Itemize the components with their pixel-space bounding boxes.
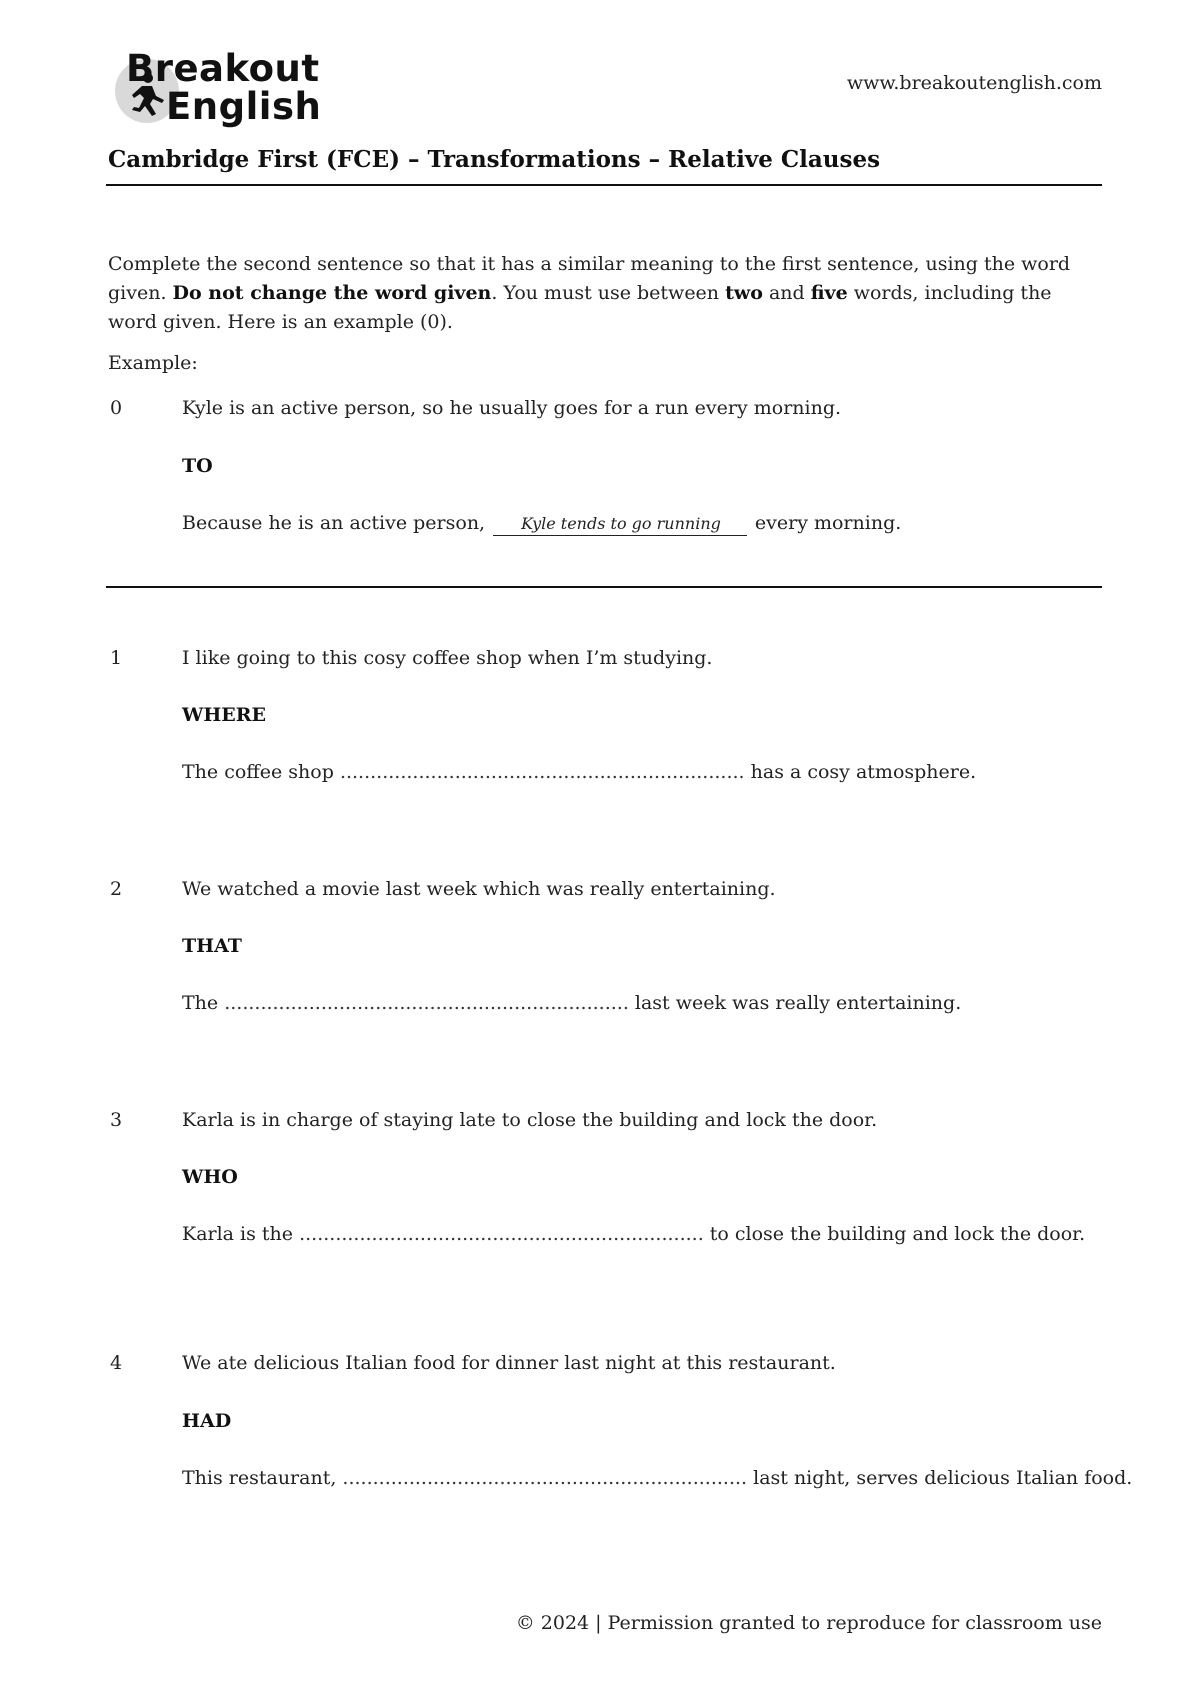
answer-after: to close the building and lock the door. xyxy=(703,1223,1086,1245)
title-divider xyxy=(106,184,1102,186)
question-keyword: WHERE xyxy=(182,704,267,726)
answer-gap[interactable]: ................................................................... xyxy=(299,1223,704,1245)
answer-gap[interactable]: ................................................................... xyxy=(339,761,745,783)
instructions-text-2: . You must use between xyxy=(491,282,726,304)
question-answer-line xyxy=(182,1467,1132,1489)
answer-after: last week was really entertaining. xyxy=(628,992,962,1014)
example-number: 0 xyxy=(110,397,123,419)
logo-line-2: English xyxy=(166,85,322,128)
instructions-bold-2: two xyxy=(725,282,763,304)
example-keyword: TO xyxy=(182,455,213,477)
answer-before: The xyxy=(182,992,225,1014)
question-sentence: Karla is in charge of staying late to close the building and lock the door. xyxy=(182,1109,878,1131)
question-number: 3 xyxy=(110,1109,123,1131)
question-sentence: We ate delicious Italian food for dinner last night at this restaurant. xyxy=(182,1352,836,1374)
question-sentence: We watched a movie last week which was really entertaining. xyxy=(182,878,776,900)
question-answer-line xyxy=(182,992,961,1014)
question-keyword: HAD xyxy=(182,1410,232,1432)
question-keyword: WHO xyxy=(182,1166,238,1188)
example-sentence: Kyle is an active person, so he usually goes for a run every morning. xyxy=(182,397,842,419)
question-answer-line xyxy=(182,761,976,783)
answer-after: last night, serves delicious Italian food. xyxy=(747,1467,1133,1489)
example-answer-line xyxy=(182,512,901,536)
question-sentence: I like going to this cosy coffee shop when I’m studying. xyxy=(182,647,713,669)
example-after: every morning. xyxy=(748,512,902,534)
question-number: 2 xyxy=(110,878,123,900)
answer-before: The coffee shop xyxy=(182,761,340,783)
instructions xyxy=(108,250,1104,337)
question-number: 4 xyxy=(110,1352,123,1374)
instructions-bold-3: five xyxy=(810,282,848,304)
question-keyword: THAT xyxy=(182,935,242,957)
answer-gap[interactable]: ................................................................... xyxy=(342,1467,748,1489)
answer-gap[interactable]: ................................................................... xyxy=(224,992,629,1014)
logo-line-1: Breakout xyxy=(126,47,320,90)
example-label: Example: xyxy=(108,352,198,374)
site-url[interactable]: www.breakoutenglish.com xyxy=(846,72,1102,94)
example-before: Because he is an active person, xyxy=(182,512,492,534)
copyright-footer: © 2024 | Permission granted to reproduce for classroom use xyxy=(515,1612,1102,1634)
example-divider xyxy=(106,586,1102,588)
instructions-bold-1: Do not change the word given xyxy=(172,282,492,304)
instructions-text-1: Complete the second sentence so that it has a similar meaning to the first sentence, using the word given. xyxy=(108,253,1071,304)
breakout-english-logo xyxy=(112,47,352,134)
question-number: 1 xyxy=(110,647,123,669)
instructions-text-4: words, including the word given. Here is an example (0). xyxy=(108,282,1052,333)
page-title: Cambridge First (FCE) – Transformations – Relative Clauses xyxy=(108,146,881,173)
question-answer-line xyxy=(182,1223,1085,1245)
example-answer: Kyle tends to go running xyxy=(493,514,747,536)
answer-before: This restaurant, xyxy=(182,1467,343,1489)
answer-before: Karla is the xyxy=(182,1223,300,1245)
answer-after: has a cosy atmosphere. xyxy=(744,761,977,783)
logo-wordmark xyxy=(126,47,322,128)
instructions-text-3: and xyxy=(762,282,811,304)
